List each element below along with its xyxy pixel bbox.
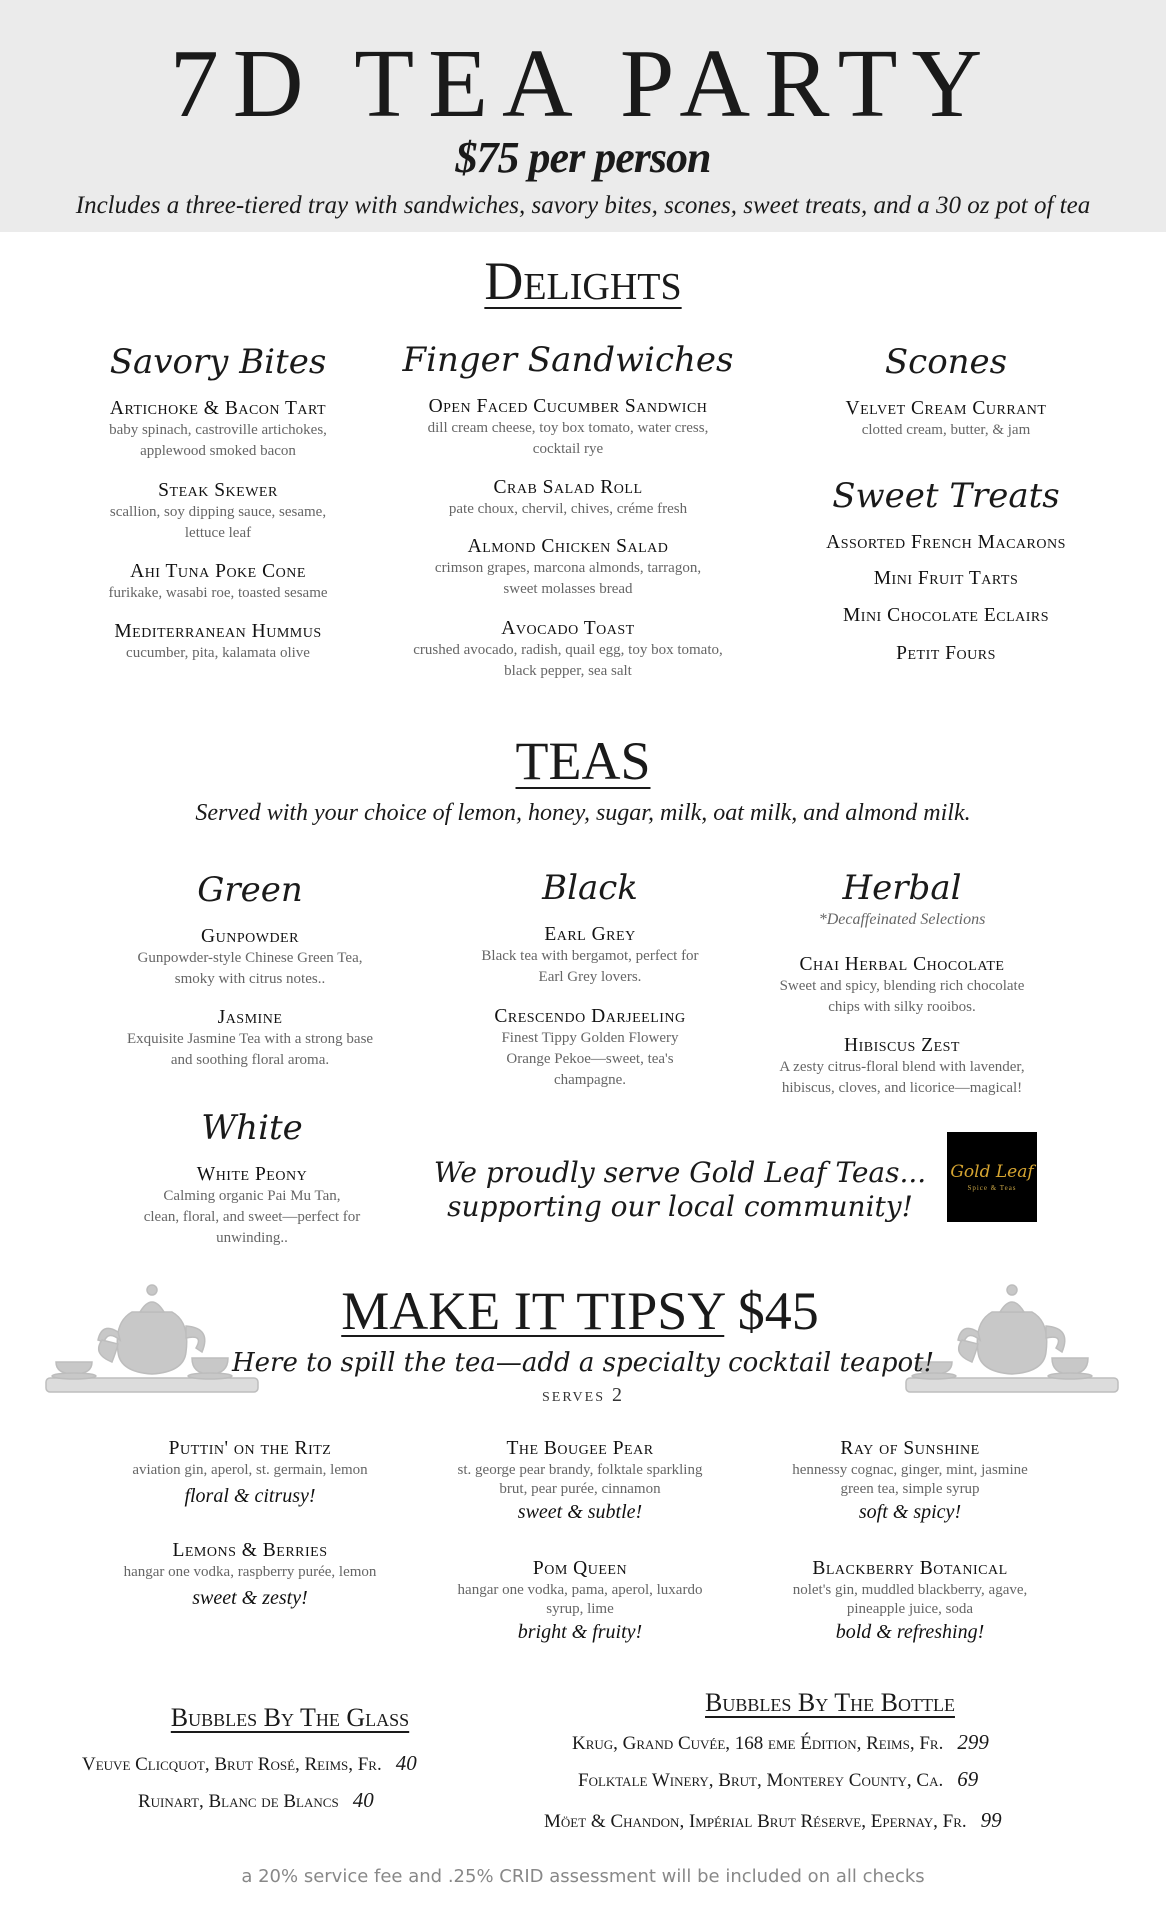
service-fee-note: a 20% service fee and .25% CRID assessment will be included on all checks [241, 1866, 925, 1887]
white-tea-heading: White [201, 1108, 303, 1148]
wine-row: Ruinart, Blanc de Blancs 40 [138, 1788, 374, 1812]
cocktail-item: Lemons & Berries hangar one vodka, raspberry purée, lemon sweet & zesty! [123, 1540, 377, 1609]
decaf-note: *Decaffeinated Selections [818, 911, 986, 928]
serves-note: serves 2 [541, 1384, 624, 1406]
menu-item: Open Faced Cucumber Sandwich dill cream cheese, toy box tomato, water cress, cocktail rye [427, 396, 709, 457]
teapot-tray-icon [902, 1282, 1122, 1400]
menu-item: Crab Salad Roll pate choux, chervil, chives, créme fresh [448, 477, 688, 517]
cocktail-item: Blackberry Botanical nolet's gin, muddled blackberry, agave, pineapple juice, soda bold & refreshing! [792, 1558, 1028, 1643]
herbal-tea-heading: Herbal [842, 868, 962, 908]
wine-row: Folktale Winery, Brut, Monterey County, Ca. 69 [578, 1767, 979, 1791]
menu-item: Almond Chicken Salad crimson grapes, marcona almonds, tarragon, sweet molasses bread [434, 536, 702, 597]
menu-item: Earl Grey Black tea with bergamot, perfect for Earl Grey lovers. [481, 924, 699, 985]
scones-heading: Scones [884, 342, 1008, 382]
menu-item: Mini Fruit Tarts [873, 568, 1019, 589]
wine-row: Möet & Chandon, Impérial Brut Réserve, Epernay, Fr. 99 [544, 1808, 1002, 1832]
cocktail-item: The Bougee Pear st. george pear brandy, folktale sparkling brut, pear purée, cinnamon sweet & subtle! [457, 1438, 703, 1523]
wine-row: Veuve Clicquot, Brut Rosé, Reims, Fr. 40 [82, 1751, 417, 1775]
gold-leaf-logo: Gold Leaf Spice & Teas [947, 1132, 1037, 1222]
teas-heading: TEAS [515, 731, 651, 791]
menu-item: Mediterranean Hummus cucumber, pita, kalamata olive [114, 621, 322, 661]
menu-title: 7D TEA PARTY [169, 30, 997, 138]
menu-item: Ahi Tuna Poke Cone furikake, wasabi roe, toasted sesame [108, 561, 328, 601]
menu-item: Steak Skewer scallion, soy dipping sauce, sesame, lettuce leaf [109, 480, 327, 541]
menu-item: Hibiscus Zest A zesty citrus-floral blend with lavender, hibiscus, cloves, and licorice—magical! [779, 1035, 1025, 1096]
menu-item: Velvet Cream Currant clotted cream, butter, & jam [845, 398, 1047, 438]
bubbles-bottle-heading: Bubbles By The Bottle [705, 1688, 955, 1717]
finger-sandwiches-heading: Finger Sandwiches [402, 340, 734, 380]
delights-heading: Delights [484, 251, 682, 311]
teapot-tray-icon [42, 1282, 262, 1400]
gold-leaf-tagline: We proudly serve Gold Leaf Teas... supporting our local community! [433, 1156, 927, 1223]
includes-description: Includes a three-tiered tray with sandwiches, savory bites, scones, sweet treats, and a 30 oz pot of tea [75, 192, 1091, 219]
menu-item: Mini Chocolate Eclairs [842, 605, 1050, 626]
savory-bites-heading: Savory Bites [109, 342, 327, 382]
green-tea-heading: Green [197, 870, 303, 910]
cocktail-item: Pom Queen hangar one vodka, pama, aperol, luxardo syrup, lime bright & fruity! [457, 1558, 703, 1643]
menu-item: Chai Herbal Chocolate Sweet and spicy, blending rich chocolate chips with silky rooibos. [779, 954, 1025, 1015]
menu-item: Artichoke & Bacon Tart baby spinach, castroville artichokes, applewood smoked bacon [109, 398, 327, 459]
menu-item: Gunpowder Gunpowder-style Chinese Green Tea, smoky with citrus notes.. [137, 926, 363, 987]
menu-item: Assorted French Macarons [826, 532, 1066, 553]
make-it-tipsy-heading: MAKE IT TIPSY $45 [341, 1281, 819, 1341]
tipsy-subtitle: Here to spill the tea—add a specialty cocktail teapot! [231, 1348, 935, 1378]
menu-item: Crescendo Darjeeling Finest Tippy Golden Flowery Orange Pekoe—sweet, tea's champagne. [494, 1006, 686, 1088]
teas-subtitle: Served with your choice of lemon, honey, sugar, milk, oat milk, and almond milk. [195, 800, 971, 826]
cocktail-item: Puttin' on the Ritz aviation gin, aperol, st. germain, lemon floral & citrusy! [132, 1438, 368, 1507]
sweet-treats-heading: Sweet Treats [832, 476, 1060, 516]
price-per-person: $75 per person [455, 133, 711, 182]
wine-row: Krug, Grand Cuvée, 168 eme Édition, Reims, Fr. 299 [572, 1730, 989, 1754]
black-tea-heading: Black [542, 868, 638, 908]
menu-item: White Peony Calming organic Pai Mu Tan, clean, floral, and sweet—perfect for unwinding.. [143, 1164, 361, 1246]
bubbles-glass-heading: Bubbles By The Glass [170, 1703, 410, 1732]
menu-item: Avocado Toast crushed avocado, radish, quail egg, toy box tomato, black pepper, sea salt [413, 618, 723, 679]
menu-item: Petit Fours [896, 643, 996, 664]
cocktail-item: Ray of Sunshine hennessy cognac, ginger, mint, jasmine green tea, simple syrup soft & spicy! [792, 1438, 1028, 1523]
menu-item: Jasmine Exquisite Jasmine Tea with a strong base and soothing floral aroma. [126, 1007, 374, 1068]
